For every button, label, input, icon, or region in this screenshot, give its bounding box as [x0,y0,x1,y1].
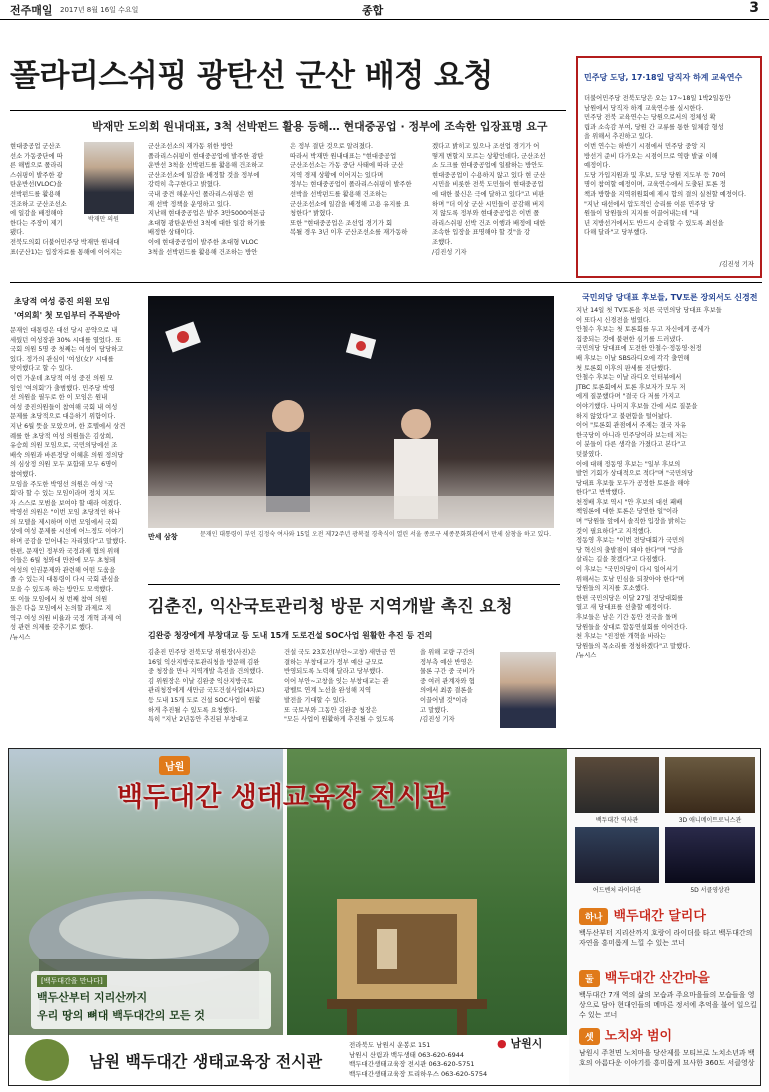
text-line: 됐다. [10,229,25,237]
left-article-title-2: '여의회' 첫 모임부터 주목받아 [14,311,120,320]
text-line: 떻게 변할지 모르는 상황인데다, 군산조선 [432,152,546,160]
text-line: 의에서 최종 결론을 [420,687,473,695]
ad-section-1 [579,905,759,948]
text-line: 건조하고 군산조선소 [10,200,67,208]
text-line: 임인 '여의회'가 출범했다. 민주당 박영 [10,384,115,392]
text-line: 당 혁신의 출발점이 돼야 한다"며 "당을 [576,546,684,554]
text-line: 천 후보는 "진정한 개혁을 바라는 [576,633,666,641]
text-line: 하지 않았다"고 불편함을 털어놨다. [576,412,673,420]
text-line: JTBC 토론회에서 토론 후보자가 모두 저 [576,383,686,391]
text-line: 물론 구간 중 국비가 [420,668,475,676]
text-line: 예정이다. [584,162,611,170]
text-line: 한편, 문재인 정부와 국정과제 협의 위해 [10,547,120,555]
divider [10,110,566,111]
text-line: 군산조선소에 일감을 배정해 고용 유지를 요 [290,200,410,208]
text-line: 여성 중진의원들이 참여해 국회 내 여성 [10,403,118,411]
text-line: 현대중공업이 수용하지 않고 있다 현 군산 [432,171,546,179]
ad-banner-sub: 우리 땅의 뼈대 백두대간의 모든 것 [37,1009,205,1022]
text-line: 스쉬핑이 발주한 광 [10,171,63,179]
text-line: "지난 대선에서 압도적인 승리를 이룬 민주당 당 [584,200,715,208]
main-headline: 폴라리스쉬핑 광탄선 군산 배정 요청 [10,58,493,94]
text-line: 군산조선소의 재가동 위한 방안 [148,143,234,150]
text-line: 재 선박 정책을 운영하고 있다. [148,200,232,208]
text-line: 정부는 현대중공업이 폴라리스쉬핑이 발주한 [290,181,412,189]
text-line: 이야기했다. 나머지 후보들 간에 서로 질문을 [576,402,698,410]
text-line: 안철수 후보는 첫 토론회를 두고 자신에게 공세가 [576,326,710,334]
text-line: /김진성 기자 [420,716,455,724]
news-photo [148,296,554,528]
text-line: 한다는 주장이 제기 [10,219,63,227]
text-line: 군산조선소에 일감을 배정할 것을 정부에 [148,171,260,179]
text-line: 표(군산1)는 입장자료를 통해에 이어지는 [10,248,123,256]
text-line: 당대표 후보들 모두가 공정한 토론을 해야 [576,479,690,487]
text-line: 을 위해서 추진하고 있다. [584,133,653,141]
text-line: 이런 가운데 초당적 여성 중진 의원 모 [10,374,114,382]
text-line: 이 또다시 신경전을 벌였다. [576,316,651,324]
text-line: 한편 국민의당은 이달 27일 전당대회를 [576,594,684,602]
ad-thumb-1 [575,757,659,813]
sidebar-title: 민주당 도당, 17·18일 당직자 하계 교육연수 [584,73,743,82]
ad-section-2-num: 둘 [579,970,600,987]
text-line: 정부측 예산 반영은 [420,658,473,666]
text-line: 겠다고 밝히고 있으나 조선업 경기가 어 [432,143,540,150]
text-line: 국민의당 당대표에 도전한 안철수·정동영·천정 [576,345,702,353]
text-line: /뉴시스 [10,634,31,641]
text-line: 이들은 6월 청와대 만찬에 모두 초청돼 [10,557,116,565]
text-line: 세웠던 여성장관 30% 시대를 열었다. 또 [10,336,122,344]
text-line: 하며 공감을 얻어내는 자리였다"고 말했다. [10,538,127,546]
ad-section-3-num: 셋 [579,1028,600,1045]
ad-thumb-4 [665,827,755,883]
ad-section-3-body: 남원시 주천면 노치마을 당산제를 모티브로 노치소년과 백호의 아름다운 이야기를 흥미롭게 묘사한 360도 서클영상 [579,1049,755,1067]
ad-title: 백두대간 생태교육장 전시관 [117,782,449,813]
text-line: 청한다" 밝혔다. [290,210,334,218]
text-line: 조속한 입장을 표명해야 할 것"을 강 [432,229,531,237]
photo-label: 만세 삼창 [148,533,178,541]
page-number: 3 [749,0,759,16]
text-line: 시민을 비롯한 전북 도민들이 현대중공업 [432,181,544,189]
ad-footer [9,1035,569,1085]
text-line: 며 "당원들 앞에서 솔직한 입장을 밝히는 [576,518,687,526]
text-line: 중 여러 관계자와 협 [420,677,475,685]
ad-thumb-1-label: 백두대간 역사관 [595,817,639,824]
photo-caption: 박재만 의원 [88,216,119,223]
newspaper-name: 전주매일 [10,4,53,17]
text-line: 또한 "현대중공업은 조선업 경기가 회 [290,219,393,227]
text-line: 당원들의 지지를 호소했다. [576,585,649,593]
photo-illustration [148,296,554,528]
main-subhead: 박재만 도의회 원내대표, 3척 선박펀드 활용 등해… 현대중공업 · 정부에 조속한 입장표명 요구 [92,120,548,133]
ad-section-1-title: 백두대간 달리다 [613,909,706,924]
reporter-photo [84,142,134,214]
text-line: 지역 경제 상황에 이어지는 있다며 [290,171,384,179]
text-line: 하게 추진될 수 있도록 요청했다. [148,706,238,714]
text-line: 문제를 초당적으로 대응하기 위함이다. [10,413,116,421]
text-line: 남원에서 당직자 하계 교육연수를 실시한다. [584,104,704,112]
sidebar-body [584,94,756,264]
ad-section-1-num: 하나 [579,908,608,925]
text-line: 또 국토부와 그동안 김완중 청장은 [284,706,378,714]
text-line: 의 심상정 의원 모두 포함돼 모두 6명이 [10,461,118,469]
main-col-4 [432,142,568,278]
text-line: 국회 의원 5명 중 첫째는 여성이 담당하고 [10,346,124,354]
text-line: 한다"고 반박했다. [576,489,626,497]
text-line: 열고 새 당대표를 선출할 예정이다. [576,604,672,612]
left-article-title-1: 초당적 여성 중진 의원 모임 [14,297,111,306]
text-line: 줄 수 있는지 대통령이 다시 국회 관심을 [10,576,120,584]
divider [10,282,762,283]
text-line: 건설 국도 23호선(부안~고창) 새만금 연 [284,649,396,656]
text-line: 배 후보는 이날 SBS라디오에 각각 출연해 [576,354,690,362]
text-line: 천정배 후보 역시 "안 후보의 대선 패배 [576,498,683,506]
main-col-2 [148,142,286,278]
text-line: 유승희 의원 모임으로, 국민의당에선 조 [10,442,118,450]
page-header [0,0,769,20]
text-line: 역구 여성 의원 비율과 국정 개혁 과제 여 [10,614,122,622]
text-line: 의 모델을 제시하며 이번 모임에서 국회 [10,518,118,526]
ad-footer-title: 남원 백두대간 생태교육장 전시관 [89,1052,323,1071]
text-line: 선소 가동중단에 따 [10,152,63,160]
mid-article-subhead: 김완중 청장에게 부창대교 등 도내 15개 도로건설 SOC사업 원활한 추진 등 건의 [148,631,433,640]
ad-emblem [25,1039,69,1081]
mid-col-3 [420,648,496,738]
mid-col-1 [148,648,278,738]
text-line: 당원들을 상대로 합동연설회를 이어간다. [576,623,688,631]
text-line: 지난 14일 첫 TV토론을 치른 국민의당 당대표 후보들 [576,307,722,314]
text-line: 이어 "토론회 관점에서 주제는 결국 자유 [576,422,687,430]
text-line: 선박펀드를 활용해 [10,190,61,198]
text-line: 라리스쉬핑 선박 건조 이행과 배정에 대한 [432,219,546,227]
text-line: 성 관련 의제를 갖추기로 했다. [10,624,94,632]
text-line: 살리는 길을 찾겠다"고 다짐했다. [576,556,666,564]
advertisement [8,748,761,1086]
text-line: 복될 경우 3년 이후 군산조선소를 재가동하 [290,229,408,237]
text-line: 모임을 주도한 박영선 의원은 여성 '국 [10,480,113,488]
text-line: 문재인 대통령은 대선 당시 공약으로 내 [10,327,118,334]
sidebar-article [576,56,762,278]
text-line: 안철수 후보는 이날 라디오 인터뷰에서 [576,374,682,382]
text-line: 발언 기회가 상대적으로 적다"며 "국민의당 [576,470,694,478]
text-line: 들은 다음 모임에서 논의할 과제로 지 [10,605,112,613]
ad-thumb-4-label: 5D 서클영상관 [690,887,730,894]
text-line: 위해서는 호남 민심을 되찾아야 한다"며 [576,575,685,583]
text-line: 것이 필요하다"고 지적했다. [576,527,652,535]
text-line: 선 의원을 필두로 한 이 모임은 원내 [10,394,108,402]
text-line: 에게 질문했다며 "결국 다 저를 가지고 [576,393,681,401]
city-logo: ● 남원시 [497,1037,543,1050]
ad-banner [31,971,271,1029]
text-line: 따라서 박재만 원내대표는 "현대중공업 [290,152,397,160]
text-line: 배정한 상태이다. [148,229,195,237]
text-line: 은 정부 결단 것으로 알려졌다. [290,143,374,150]
text-line: 관리청장에게 새만금 국도건설사업(4차로) [148,687,265,695]
ad-thumb-2 [665,757,755,813]
ad-thumb-3-label: 어드벤처 라이더관 [592,887,642,894]
text-line: 이 분들이 다른 생각을 가졌다고 본다"고 [576,441,687,449]
left-article-body [10,326,138,738]
mid-col-2 [284,648,414,738]
text-line: 탄운반선(VLOC)을 [10,181,63,189]
text-line: 정동영 후보는 "이번 전당대회가 국민의 [576,537,685,545]
text-line: 광벨트 연계 노선을 완성해 지역 [284,687,372,695]
ad-thumb-3 [575,827,659,883]
text-line: 모을 수 있도록 하는 방안도 모색했다. [10,586,114,594]
ad-section-1-body: 백두산부터 지리산까지 호랑이 라이더를 타고 백두대간의 자연을 흥미롭게 느낄 수 있는 코너 [579,929,753,947]
text-line: 발전을 기대할 수 있다. [284,696,347,704]
ad-banner-tag: [백두대간을 만나다] [37,975,107,987]
text-line: 지 않도록 정부와 현대중공업은 이번 폴 [432,210,540,218]
text-line: 민주당 전북 교육연수는 당원으로서의 정체성 확 [584,114,716,122]
text-line: 년 지방선거에서도 반드시 승리할 수 있도록 최선을 [584,219,724,227]
text-line: 회'라 할 수 있는 모임이라며 정치 지도 [10,490,115,498]
text-line: 운반선 3척을 선박펀드를 활용해 건조하고 [148,162,264,170]
text-line: 첫 토론회 이후의 판세를 진단했다. [576,364,672,372]
text-line: 강력히 촉구한다고 밝혔다. [148,181,221,189]
text-line: 에 대한 불신은 극에 달하고 있다"고 비판 [432,190,545,198]
text-line: 이에 대해 정동영 후보는 "일부 후보의 [576,460,681,468]
text-line: 등 도내 15개 도로 건설 SOC사업이 원활 [148,696,261,704]
ad-section-3 [579,1025,759,1068]
text-line: 명이 참여할 예정이며, 교육연수에서 도출된 토론 정 [584,181,726,189]
text-line: "모든 사업이 원활하게 추진될 수 있도록 [284,716,395,724]
text-line: 반영되도록 노력해 달라고 당부했다. [284,668,384,676]
text-line: 립과 소속감 부여, 당원 간 교류를 통한 일체감 형성 [584,123,724,131]
text-line: 배숙 의원과 바른정당 이혜훈 의원 정의당 [10,451,124,459]
text-line: 16일 익산지방국토관리청을 방문해 김완 [148,658,260,666]
text-line: 선박을 선박펀드를 활용해 건조하는 [290,190,388,198]
text-line: 이번 연수는 하반기 시점에서 민주당 중앙 지 [584,142,706,150]
ad-thumb-2-label: 3D 애니메이트로닉스관 [678,817,742,824]
text-line: 도당 가입지원과 및 후보, 도당 당원 지도부 등 70여 [584,171,726,179]
text-line: 자 스스로 모범을 보여야 할 때라 여겼다. [10,499,122,507]
text-line: 한국당이 아니라 민주당이라 보는데 저는 [576,431,688,439]
sidebar-byline: /김진성 기자 [719,261,754,269]
main-col-3 [290,142,428,278]
text-line: 맞이했다고 할 수 있다. [10,365,73,373]
text-line: 이에 현대중공업이 발주한 초대형 VLOC [148,238,259,246]
text-line: 김 위원장은 이날 김완중 익산지방국토 [148,677,254,685]
text-line: 더불어민주당 전북도당은 오는 17~18일 1박2일동안 [584,95,731,102]
text-line: 초대형 광탄운반선 3척에 대한 일감 하기를 [148,219,266,227]
text-line: 또 이들 모임에서 첫 번째 참여 의원 [10,595,108,603]
text-line: 원들이 당원들의 지지를 이끌어내는데 "내 [584,210,699,218]
text-line: 이 후보는 "국민의당이 다시 일어서기 [576,566,679,574]
text-line: 3척을 선박펀드를 활용해 건조하는 방안 [148,248,258,256]
text-line: 상에 여성 문제를 시선에 어느정도 이야기 [10,528,124,536]
text-line: 소 도크를 현대중공업에 일괄하는 방안도 [432,162,544,170]
text-line: 른 해법으로 폴라리 [10,162,63,170]
text-line: /김진성 기자 [432,248,467,256]
text-line: 후보들은 남은 기간 동안 전국을 돌며 [576,614,678,621]
section-name: 종합 [362,4,384,17]
text-line: 김춘진 민주당 전북도당 위원장(사진)은 [148,649,257,656]
text-line: 조했다. [432,238,453,246]
text-line: 하며 "더 이상 군산 시민들이 공감해 버지 [432,200,545,208]
text-line: 지난해 현대중공업은 발주 3만5000여톤급 [148,210,266,218]
text-line: 이끌어낼 것"이라 [420,696,468,704]
text-line: 고 말했다. [420,706,449,714]
divider [148,584,560,585]
ad-badge: 남원 [159,755,190,775]
ad-section-2 [579,967,759,1020]
text-line: 있다. 정가의 관심이 '여성(女)' 시대를 [10,355,114,363]
text-line: 폴라리스쉬핑이 현대중공업에 발주한 광탄 [148,152,264,160]
text-line: 책과 방향을 지역위원회에 제시 합의 결의 실천할 예정이다. [584,190,746,198]
text-line: 을 위해 교량 구간의 [420,649,475,656]
text-line: /뉴시스 [576,652,597,660]
text-line: 이어 부안~고창을 잇는 부창대교는 관 [284,677,389,685]
text-line: 현대중공업 군산조 [10,143,61,150]
text-line: 중 청장을 만나 지역개발 촉진을 건의했다. [148,668,264,676]
text-line: 군산조선소는 가동 중단 사태에 따라 군산 [290,162,404,170]
ad-section-3-title: 노치와 범이 [604,1029,673,1044]
politician-photo [500,652,556,728]
ad-section-2-title: 백두대간 산간마을 [604,971,710,986]
text-line: 덧붙였다. [576,450,603,458]
text-line: 국내 중견 해운사인 폴라리스쉬핑은 현 [148,190,254,198]
text-line: 방선거 준비 다가오는 시점이므로 역량 발굴 이해 [584,152,718,160]
mid-article-headline: 김춘진, 익산국토관리청 방문 지역개발 촉진 요청 [148,597,513,617]
text-line: 전북도의회 더불어민주당 박재만 원내대 [10,238,120,246]
text-line: 박영선 의원은 "이번 모임 초당적인 하나 [10,509,121,517]
right-article-title: 국민의당 당대표 후보들, TV토론 장외서도 신경전 [582,293,758,302]
text-line: 지난 6월 뜻을 모았으며, 한 호텔에서 상견 [10,422,126,430]
text-line: 결하는 부창대교가 정부 예산 규모로 [284,658,384,666]
ad-address: 전라북도 남원시 운봉로 151 남원시 산림과 백두생태 063-620-6944 백두대간생태교육장 전시관 063-620-5751 백두대간생태교육장 트리하우스 063-620-5754 [349,1041,488,1078]
text-line: 책임론에 대한 토론은 당연한 일"이라 [576,508,679,516]
text-line: 집중되는 것에 불편한 심기를 드러냈다. [576,335,684,343]
text-line: 다해 달라"고 당부했다. [584,229,648,237]
issue-date: 2017년 8월 16일 수요일 [60,6,139,14]
text-line: 특히 "지난 2년동안 추진된 부창대교 [148,716,249,724]
ad-section-2-body: 백두대간 7개 역의 삶의 모습과 주요마을들의 모습들을 영상으로 담아 현대인들의 메마른 정서에 추억을 불어 일으킬 수 있는 코너 [579,991,757,1019]
text-line: 당원들의 목소리를 경청하겠다"고 말했다. [576,642,691,650]
text-line: 여성의 인권문제와 관련해 어떤 도움을 [10,566,116,574]
text-line: 에 일감을 배정해야 [10,210,63,218]
right-article-body [576,306,762,738]
ad-banner-main: 백두산부터 지리산까지 [37,991,148,1004]
text-line: 례를 한 초당적 여성 의원들은 김상희, [10,432,114,440]
news-photo-caption: 문재인 대통령이 부인 김정숙 여사와 15일 오전 제72주년 광복절 경축식이 열린 서울 종로구 세종문화회관에서 만세 삼창을 하고 있다. [200,531,551,538]
text-line: 참여했다. [10,470,37,478]
